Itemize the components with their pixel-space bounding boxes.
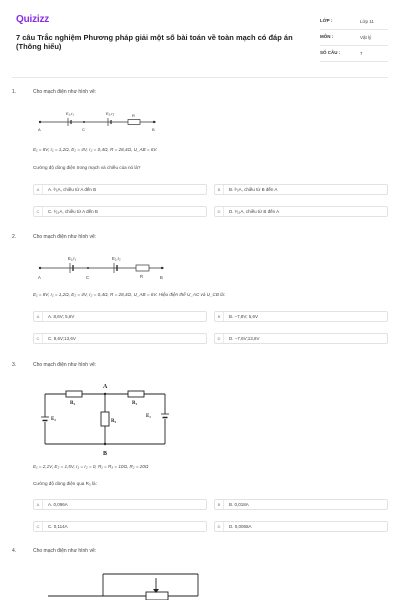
option-a[interactable]	[33, 311, 207, 322]
label-r: R	[140, 274, 144, 279]
option-letter: A	[34, 185, 43, 194]
given-values: E₁ = 2,1V, E₂ = 1,5V, r₁ = r₂ = 0, R₁ = R₃ = 10Ω, R₂ = 20Ω	[33, 464, 149, 469]
option-letter: D	[215, 522, 224, 531]
label-e2: E₂	[51, 417, 56, 422]
label-r: R	[132, 113, 135, 118]
option-letter: D	[215, 334, 224, 343]
option-text: D. ¹⁄₁₅A, chiều từ B đến A	[229, 209, 280, 214]
option-letter: B	[215, 312, 224, 321]
question-text: Cho mạch điện như hình vẽ:	[33, 548, 97, 554]
label-r3: R₃	[111, 419, 117, 424]
question-ask: Cường độ dòng điện qua R₃ là:	[33, 481, 97, 486]
option-letter: A	[34, 312, 43, 321]
header-divider	[12, 77, 388, 78]
option-text: C. 0,114A	[48, 524, 68, 529]
option-text: B. −7,8V; 5,6V	[229, 314, 258, 319]
label-e2: E₂,r₂	[106, 111, 115, 116]
label-c: C	[82, 127, 85, 132]
option-c[interactable]	[33, 333, 207, 344]
circuit-diagram-3	[42, 382, 172, 456]
question-text: Cho mạch điện như hình vẽ:	[33, 234, 97, 240]
option-a[interactable]	[33, 184, 207, 195]
quizizz-logo[interactable]: Quizizz	[16, 14, 50, 25]
option-text: A. 8,6V; 5,6V	[48, 314, 75, 319]
option-text: A. 0,096A	[48, 502, 68, 507]
label-a: A	[103, 384, 108, 390]
question-text: Cho mạch điện như hình vẽ:	[33, 362, 97, 368]
label-b: B	[152, 127, 155, 132]
label-r2: R₂	[70, 401, 76, 406]
option-text: D. 0,0068A	[229, 524, 252, 529]
option-b[interactable]	[214, 311, 388, 322]
label-e2: E₂,r₂	[112, 256, 121, 261]
option-letter: C	[34, 334, 43, 343]
given-values: E₁ = 8V, r₁ = 1,2Ω, E₂ = 4V, r₂ = 0,4Ω, R = 28,4Ω, U_AB = 6V.	[33, 147, 158, 152]
circuit-diagram-1	[36, 107, 166, 135]
meta-value: 7	[360, 51, 363, 56]
option-d[interactable]	[214, 333, 388, 344]
document-title: 7 câu Trắc nghiệm Phương pháp giải một số bài toán về toàn mạch có đáp án (Thông hiểu)	[16, 33, 293, 51]
option-c[interactable]	[33, 206, 207, 217]
meta-row-class	[320, 16, 388, 30]
meta-key: MÔN :	[320, 34, 334, 39]
option-c[interactable]	[33, 521, 207, 532]
meta-key: SỐ CÂU :	[320, 50, 341, 55]
option-letter: C	[34, 522, 43, 531]
label-b: B	[103, 451, 108, 457]
option-text: A. ²⁄₅A, chiều từ A đến B	[48, 187, 97, 192]
option-text: B. ²⁄₃A, chiều từ B đến A	[229, 187, 278, 192]
option-letter: B	[215, 185, 224, 194]
option-d[interactable]	[214, 206, 388, 217]
label-r1: R₁	[132, 401, 138, 406]
question-number: 3.	[12, 362, 17, 368]
given-values: E₁ = 8V, r₁ = 1,2Ω, E₂ = 4V, r₂ = 0,4Ω, R = 28,4Ω, U_AB = 6V. Hiệu điện thế U_AC và U_CB là:	[33, 292, 226, 297]
question-number: 1.	[12, 89, 17, 95]
label-a: A	[38, 127, 41, 132]
circuit-diagram-2	[36, 252, 176, 284]
worksheet-header	[16, 10, 388, 70]
question-number: 4.	[12, 548, 17, 554]
question-4	[12, 548, 388, 600]
label-a: A	[38, 275, 41, 280]
meta-row-count	[320, 48, 388, 62]
meta-panel	[320, 16, 388, 64]
option-b[interactable]	[214, 184, 388, 195]
question-1	[12, 89, 388, 219]
option-letter: B	[215, 500, 224, 509]
label-e1: E₁,r₁	[66, 111, 74, 116]
option-letter: C	[34, 207, 43, 216]
option-b[interactable]	[214, 499, 388, 510]
option-a[interactable]	[33, 499, 207, 510]
label-c: C	[86, 275, 90, 280]
question-2	[12, 234, 388, 352]
option-text: B. 0,018A	[229, 502, 249, 507]
meta-value: Vật lý	[360, 35, 372, 40]
question-ask: Cường độ dòng điện trong mạch và chiều của nó là?	[33, 165, 141, 170]
meta-row-subject	[320, 32, 388, 46]
option-text: C. ¹⁄₁₅A, chiều từ A đến B	[48, 209, 98, 214]
label-e1: E₁,r₁	[68, 256, 77, 261]
option-d[interactable]	[214, 521, 388, 532]
option-letter: A	[34, 500, 43, 509]
label-b: B	[160, 275, 163, 280]
option-text: D. −7,6V;13,6V	[229, 336, 260, 341]
question-3	[12, 362, 388, 537]
label-e1: E₁	[146, 414, 151, 419]
question-text: Cho mạch điện như hình vẽ:	[33, 89, 97, 95]
option-letter: D	[215, 207, 224, 216]
circuit-diagram-4	[48, 566, 208, 600]
meta-value: Lớp 11	[360, 19, 374, 24]
question-number: 2.	[12, 234, 17, 240]
meta-key: LỚP :	[320, 18, 333, 23]
option-text: C. 8,6V;13,6V	[48, 336, 76, 341]
